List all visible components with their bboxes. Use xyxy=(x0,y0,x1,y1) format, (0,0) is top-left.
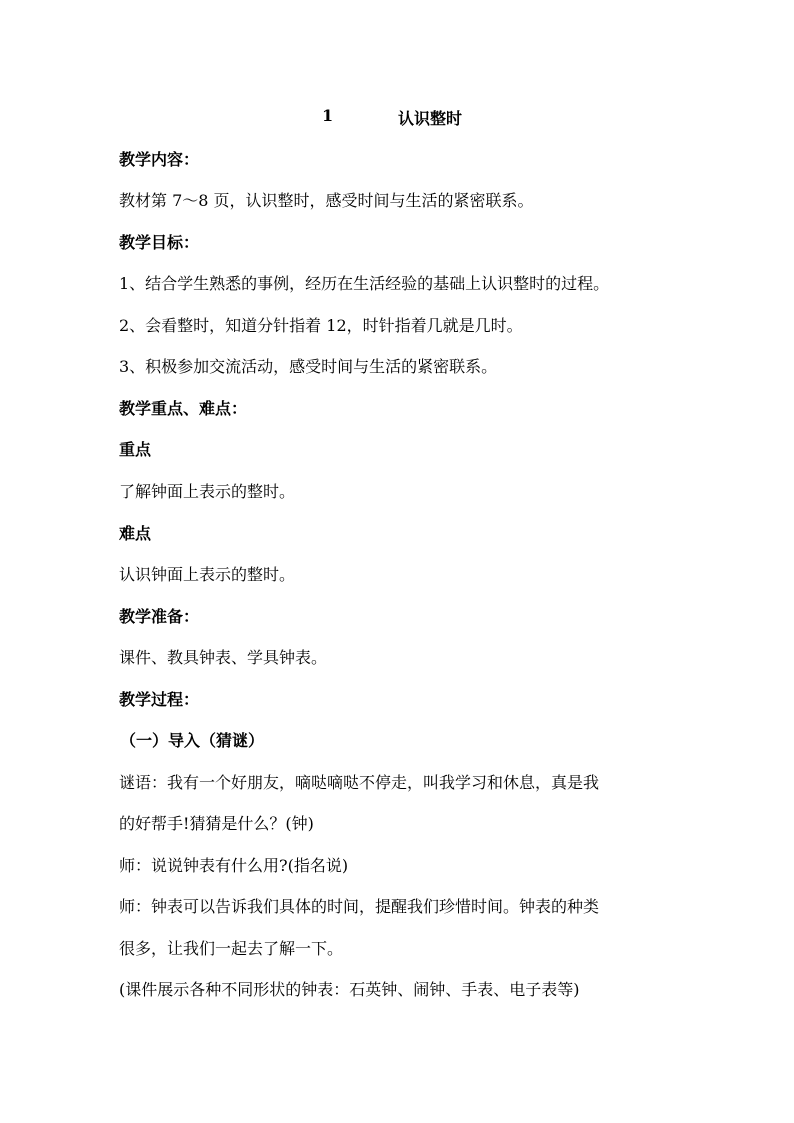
section-heading-process: 教学过程： xyxy=(119,690,200,709)
riddle-line-1: 谜语：我有一个好朋友，嘀哒嘀哒不停走，叫我学习和休息，真是我 xyxy=(119,773,600,792)
lesson-title xyxy=(0,106,794,130)
lesson-title-text: 认识整时 xyxy=(398,109,463,128)
teacher-line-1: 师：说说钟表有什么用?(指名说) xyxy=(119,856,349,875)
section-heading-content: 教学内容： xyxy=(119,150,200,169)
courseware-note: (课件展示各种不同形状的钟表：石英钟、闹钟、手表、电子表等) xyxy=(119,980,580,999)
goal-2: 2、会看整时，知道分针指着 12，时针指着几就是几时。 xyxy=(119,316,523,335)
section-heading-key-points: 教学重点、难点： xyxy=(119,399,248,418)
lesson-number: 1 xyxy=(322,106,334,125)
teacher-line-2b: 很多，让我们一起去了解一下。 xyxy=(119,939,344,958)
content-text: 教材第 7～8 页，认识整时，感受时间与生活的紧密联系。 xyxy=(119,191,534,210)
key-point-label: 重点 xyxy=(119,440,152,459)
goal-1: 1、结合学生熟悉的事例，经历在生活经验的基础上认识整时的过程。 xyxy=(119,274,610,293)
difficulty-text: 认识钟面上表示的整时。 xyxy=(119,565,296,584)
goal-3: 3、积极参加交流活动，感受时间与生活的紧密联系。 xyxy=(119,357,498,376)
teacher-line-2a: 师：钟表可以告诉我们具体的时间，提醒我们珍惜时间。钟表的种类 xyxy=(119,897,600,916)
riddle-line-2: 的好帮手!猜猜是什么？(钟) xyxy=(119,814,314,833)
key-point-text: 了解钟面上表示的整时。 xyxy=(119,482,296,501)
preparation-text: 课件、教具钟表、学具钟表。 xyxy=(119,648,328,667)
step-1-heading: （一）导入（猜谜） xyxy=(120,731,265,750)
difficulty-label: 难点 xyxy=(119,524,152,543)
section-heading-goals: 教学目标： xyxy=(119,233,200,252)
section-heading-preparation: 教学准备： xyxy=(119,607,200,626)
